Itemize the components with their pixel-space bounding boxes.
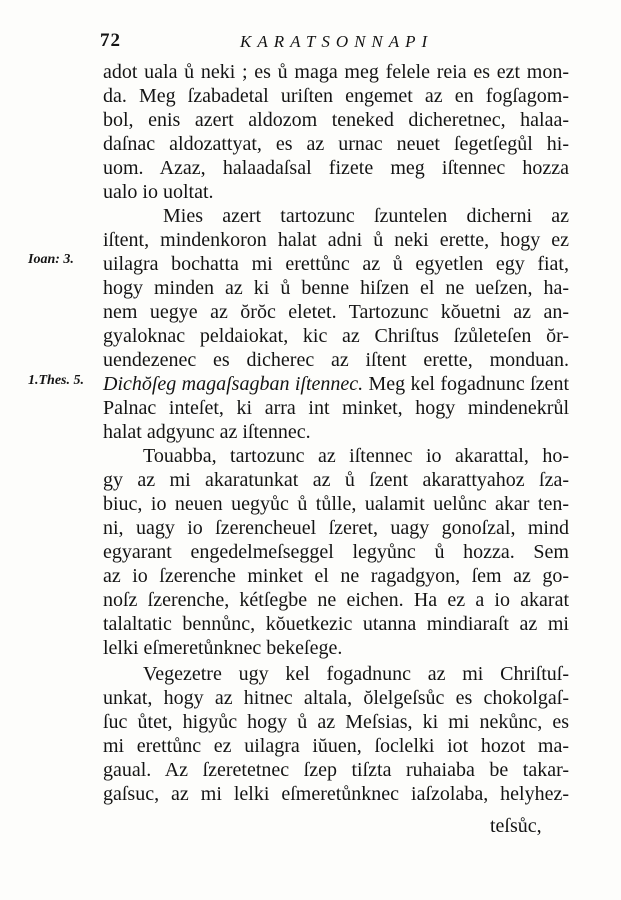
text-line: unkat, hogy az hitnec altala, ŏlelgeſsůc es chokolgaſ- [103, 687, 569, 709]
text-line: gyaloknac peldaiokat, kic az Chriſtus ſzůleteſen ŏr- [103, 325, 569, 347]
text-line: Dichŏſeg magaſsagban iſtennec. Meg kel fogadnunc ſzent [103, 373, 569, 395]
margin-note-thes: 1.Thes. 5. [28, 373, 84, 388]
margin-note-ioan: Ioan: 3. [28, 252, 74, 267]
text-line: biuc, io neuen uegyůc ů tůlle, ualamit uelůnc akar ten- [103, 493, 569, 515]
text-line: ualo io uoltat. [103, 181, 214, 203]
text-line: iſtent, mindenkoron halat adni ů neki erette, hogy ez [103, 229, 569, 251]
text-line: egyarant engedelmeſseggel legyůnc ů hozza. Sem [103, 541, 569, 563]
text-line: hogy minden az ki ů benne hiſzen el ne ueſzen, ha- [103, 277, 569, 299]
text-line: ni, uagy io ſzerencheuel ſzeret, uagy gonoſzal, mind [103, 517, 569, 539]
quotation-text: Dichŏſeg magaſsagban iſtennec. [103, 373, 364, 395]
text-line: lelki eſmeretůnknec bekeſege. [103, 637, 343, 659]
text-line: bol, enis azert aldozom teneked dicheretnec, halaa- [103, 109, 569, 131]
running-head: KARATSONNAPI [240, 32, 434, 51]
text-line: nem uegye az ŏrŏc eletet. Tartozunc kŏuetni az an- [103, 301, 569, 323]
text-line: Palnac inteſet, ki arra int minket, hogy mindenekrůl [103, 397, 569, 419]
text-line: gy az mi akaratunkat az ů ſzent akarattyahoz ſza- [103, 469, 569, 491]
text-line: Touabba, tartozunc az iſtennec io akarattal, ho- [143, 445, 569, 467]
text-line: noſz ſzerenche, kétſegbe ne eichen. Ha ez a io akarat [103, 589, 569, 611]
page-number: 72 [100, 30, 121, 51]
text-line: Mies azert tartozunc ſzuntelen dicherni az [163, 205, 569, 227]
text-line: ſuc ůtet, higyůc hogy ů az Meſsias, ki mi nekůnc, es [103, 711, 569, 733]
text-line: Vegezetre ugy kel fogadnunc az mi Chriſtuſ- [143, 663, 569, 685]
text-line: halat adgyunc az iſtennec. [103, 421, 311, 443]
text-line: daſnac aldozattyat, es az urnac neuet ſegetſegůl hi- [103, 133, 569, 155]
text-line: uom. Azaz, halaadaſsal fizete meg iſtennec hozza [103, 157, 569, 179]
text-line: uilagra bochatta mi erettůnc az ů egyetlen egy fiat, [103, 253, 569, 275]
text-line: da. Meg ſzabadetal uriſten engemet az en fogſagom- [103, 85, 569, 107]
text-line: gaual. Az ſzeretetnec ſzep tiſzta ruhaiaba be takar- [103, 759, 569, 781]
text-line: talaltatic bennůnc, kŏuetkezic utanna mindiaraſt az mi [103, 613, 569, 635]
text-line: gaſsuc, az mi lelki eſmeretůnknec iaſzolaba, helyhez- [103, 783, 569, 805]
text-line: mi erettůnc ez uilagra iŭuen, ſoclelki iot hozot ma- [103, 735, 569, 757]
text-line: adot uala ů neki ; es ů maga meg felele reia es ezt mon- [103, 61, 569, 83]
text-line: az io ſzerenche minket el ne ragadgyon, ſem az go- [103, 565, 569, 587]
catchword: teſsůc, [490, 815, 542, 837]
text-line: uendezenec es dicherec az iſtent erette, monduan. [103, 349, 569, 371]
